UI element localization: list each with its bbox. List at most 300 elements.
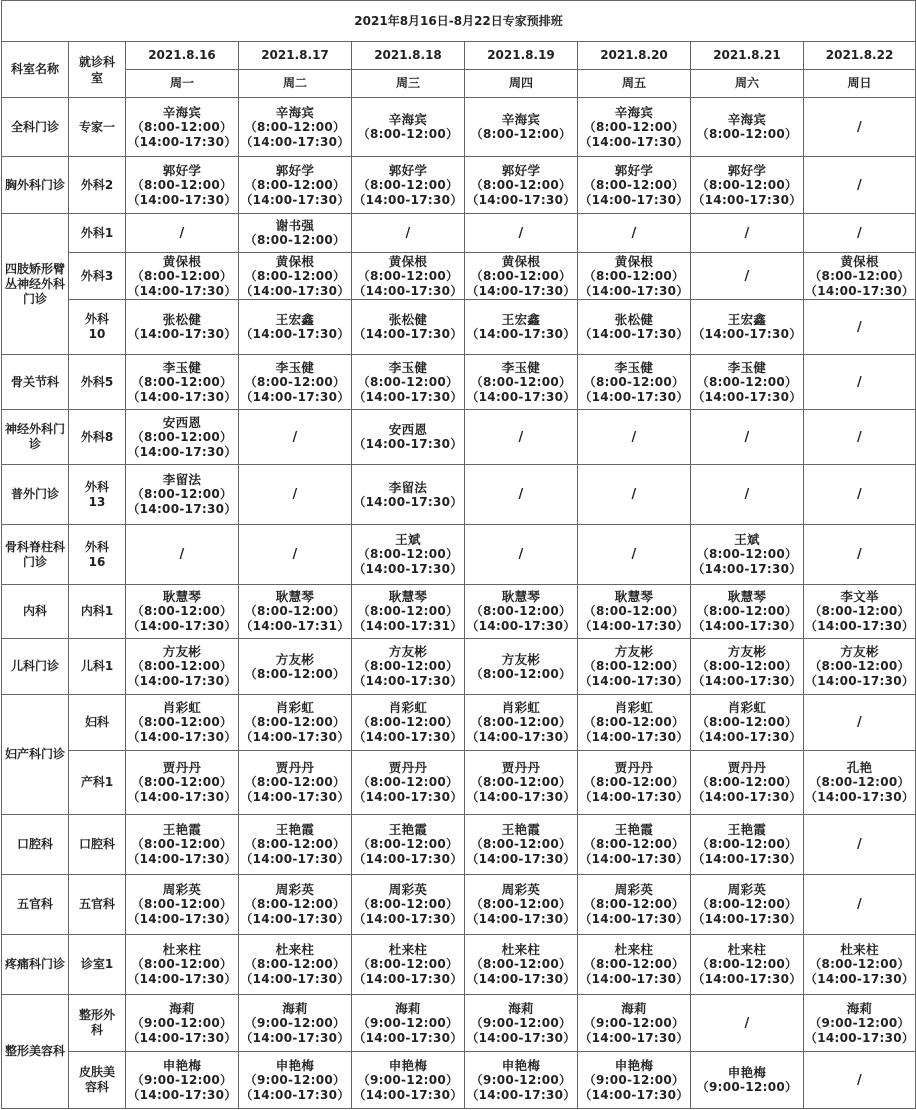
time-slot: （14:00-17:30） [692, 674, 802, 688]
time-slot: （14:00-17:30） [804, 619, 915, 633]
dept-name: 儿科门诊 [2, 639, 69, 695]
time-slot: （14:00-17:30） [353, 972, 463, 986]
schedule-cell [352, 525, 465, 585]
sub-dept-name: 外科13 [69, 465, 126, 525]
time-slot: （8:00-12:00） [470, 957, 572, 971]
no-schedule-mark: / [631, 487, 637, 502]
time-slot: （8:00-12:00） [470, 177, 572, 192]
time-slot: （8:00-12:00） [583, 268, 685, 283]
time-slot: （8:00-12:00） [131, 268, 233, 283]
time-slot: （14:00-17:30） [127, 972, 237, 986]
time-slot: （14:00-17:30） [353, 283, 463, 298]
table-title: 2021年8月16日-8月22日专家预排班 [2, 1, 916, 42]
sub-dept-name: 口腔科 [69, 815, 126, 875]
schedule-cell [352, 98, 465, 157]
time-slot: （14:00-17:30） [127, 134, 237, 149]
sub-dept-name: 外科10 [69, 300, 126, 355]
schedule-cell [239, 525, 352, 585]
doctor-name: 郭好学 [501, 162, 541, 178]
schedule-cell [691, 995, 804, 1052]
schedule-cell [804, 935, 916, 995]
doctor-name: 海莉 [621, 1000, 647, 1016]
schedule-cell [239, 935, 352, 995]
doctor-name: 申艳梅 [614, 1057, 654, 1073]
doctor-name: 安西恩 [388, 422, 428, 437]
sub-dept-name: 五官科 [69, 875, 126, 935]
time-slot: （14:00-17:30） [466, 1087, 576, 1102]
doctor-name: 耿慧琴 [501, 589, 541, 604]
schedule-cell [691, 410, 804, 465]
doctor-name: 黄保根 [501, 253, 541, 269]
dept-header: 科室名称 [2, 42, 69, 98]
doctor-name: 肖彩虹 [275, 700, 315, 715]
doctor-name: 王艳霞 [614, 822, 654, 837]
time-slot: （8:00-12:00） [131, 837, 233, 851]
schedule-cell [352, 585, 465, 639]
schedule-cell [578, 253, 691, 300]
time-slot: （14:00-17:30） [579, 134, 689, 149]
time-slot: （14:00-17:30） [466, 327, 576, 341]
table-row [2, 157, 916, 214]
time-slot: （8:00-12:00） [244, 268, 346, 283]
schedule-cell [352, 875, 465, 935]
doctor-name: 王宏鑫 [727, 312, 767, 327]
no-schedule-mark: / [292, 547, 298, 562]
schedule-cell [804, 585, 916, 639]
schedule-cell [126, 751, 239, 815]
time-slot: （8:00-12:00） [357, 715, 459, 729]
no-schedule-mark: / [857, 1072, 863, 1088]
time-slot: （8:00-12:00） [470, 374, 572, 389]
time-slot: （8:00-12:00） [583, 119, 685, 134]
doctor-name: 杜来柱 [614, 942, 654, 957]
doctor-name: 周彩英 [501, 882, 541, 897]
no-schedule-mark: / [631, 225, 637, 241]
time-slot: （8:00-12:00） [131, 897, 233, 911]
schedule-cell [465, 465, 578, 525]
schedule-cell [804, 465, 916, 525]
time-slot: （14:00-17:30） [240, 730, 350, 744]
time-slot: （8:00-12:00） [357, 547, 459, 561]
weekday-header-sun: 周日 [804, 70, 916, 98]
time-slot: （8:00-12:00） [131, 119, 233, 134]
schedule-cell [239, 875, 352, 935]
schedule-cell [239, 815, 352, 875]
schedule-cell [465, 355, 578, 410]
doctor-name: 王艳霞 [501, 822, 541, 837]
doctor-name: 郭好学 [614, 162, 654, 178]
time-slot: （9:00-12:00） [244, 1015, 346, 1030]
no-schedule-mark: / [857, 429, 863, 445]
time-slot: （8:00-12:00） [583, 177, 685, 192]
schedule-cell [352, 1052, 465, 1109]
no-schedule-mark: / [518, 547, 524, 562]
no-schedule-mark: / [744, 1015, 750, 1031]
time-slot: （9:00-12:00） [583, 1072, 685, 1087]
doctor-name: 郭好学 [388, 162, 428, 178]
no-schedule-mark: / [744, 268, 750, 284]
table-row [2, 465, 916, 525]
doctor-name: 贾丹丹 [388, 760, 428, 775]
time-slot: （14:00-17:30） [240, 1030, 350, 1045]
time-slot: （14:00-17:30） [466, 619, 576, 633]
time-slot: （14:00-17:30） [579, 674, 689, 688]
time-slot: （14:00-17:30） [466, 389, 576, 404]
time-slot: （8:00-12:00） [244, 233, 346, 247]
table-row [2, 410, 916, 465]
schedule-cell [578, 1052, 691, 1109]
doctor-name: 申艳梅 [388, 1057, 428, 1073]
time-slot: （14:00-17:30） [240, 283, 350, 298]
schedule-cell [352, 157, 465, 214]
time-slot: （9:00-12:00） [470, 1015, 572, 1030]
sub-dept-name: 产科1 [69, 751, 126, 815]
doctor-name: 黄保根 [162, 253, 202, 269]
schedule-cell [239, 98, 352, 157]
doctor-name: 张松健 [614, 312, 654, 327]
schedule-cell [465, 253, 578, 300]
table-row [2, 695, 916, 751]
time-slot: （8:00-12:00） [696, 897, 798, 911]
doctor-name: 海莉 [846, 1000, 873, 1016]
schedule-cell [691, 1052, 804, 1109]
schedule-cell [352, 214, 465, 253]
time-slot: （14:00-17:30） [353, 327, 463, 341]
doctor-name: 郭好学 [162, 162, 202, 178]
time-slot: （14:00-17:30） [466, 730, 576, 744]
schedule-cell [804, 995, 916, 1052]
schedule-cell [465, 639, 578, 695]
schedule-cell [578, 355, 691, 410]
time-slot: （14:00-17:30） [466, 283, 576, 298]
schedule-cell [352, 995, 465, 1052]
schedule-cell [352, 355, 465, 410]
schedule-cell [804, 751, 916, 815]
doctor-name: 方友彬 [388, 644, 428, 659]
time-slot: （14:00-17:30） [127, 790, 237, 804]
time-slot: （8:00-12:00） [357, 604, 459, 618]
doctor-name: 贾丹丹 [727, 760, 767, 775]
schedule-cell [126, 98, 239, 157]
time-slot: （9:00-12:00） [357, 1015, 459, 1030]
time-slot: （8:00-12:00） [244, 897, 346, 911]
date-header-row [2, 42, 916, 70]
schedule-cell [239, 751, 352, 815]
doctor-name: 耿慧琴 [162, 589, 202, 604]
schedule-cell [465, 695, 578, 751]
schedule-cell [691, 751, 804, 815]
time-slot: （14:00-17:30） [240, 972, 350, 986]
time-slot: （14:00-17:30） [579, 912, 689, 926]
table-row [2, 751, 916, 815]
dept-name: 骨科脊柱科门诊 [2, 525, 69, 585]
no-schedule-mark: / [857, 119, 863, 135]
doctor-name: 肖彩虹 [727, 700, 767, 715]
time-slot: （14:00-17:30） [579, 1030, 689, 1045]
dept-name: 五官科 [2, 875, 69, 935]
schedule-cell [239, 300, 352, 355]
doctor-name: 申艳梅 [501, 1057, 541, 1073]
time-slot: （8:00-12:00） [357, 374, 459, 389]
doctor-name: 张松健 [162, 312, 202, 327]
sub-dept-name: 外科3 [69, 253, 126, 300]
time-slot: （8:00-12:00） [583, 659, 685, 673]
doctor-name: 贾丹丹 [162, 760, 202, 775]
schedule-cell [465, 751, 578, 815]
schedule-cell [239, 465, 352, 525]
time-slot: （8:00-12:00） [809, 775, 910, 789]
dept-name: 口腔科 [2, 815, 69, 875]
time-slot: （8:00-12:00） [357, 268, 459, 283]
doctor-name: 黄保根 [388, 253, 428, 269]
table-row [2, 525, 916, 585]
table-row [2, 300, 916, 355]
sub-dept-name: 皮肤美容科 [69, 1052, 126, 1109]
schedule-cell [239, 410, 352, 465]
time-slot: （14:00-17:30） [692, 619, 802, 633]
schedule-cell [804, 253, 916, 300]
doctor-name: 杜来柱 [162, 942, 202, 957]
doctor-name: 黄保根 [275, 253, 315, 269]
doctor-name: 谢书强 [275, 218, 315, 233]
time-slot: （14:00-17:30） [579, 619, 689, 633]
doctor-name: 王斌 [734, 532, 760, 547]
schedule-cell [126, 157, 239, 214]
time-slot: （14:00-17:30） [127, 327, 237, 341]
doctor-name: 黄保根 [840, 253, 879, 269]
time-slot: （14:00-17:30） [692, 389, 802, 404]
time-slot: （14:00-17:30） [353, 912, 463, 926]
time-slot: （8:00-12:00） [357, 837, 459, 851]
time-slot: （14:00-17:30） [353, 674, 463, 688]
dept-name: 神经外科门诊 [2, 410, 69, 465]
sub-dept-name: 诊室1 [69, 935, 126, 995]
schedule-cell [126, 695, 239, 751]
schedule-cell [126, 253, 239, 300]
schedule-cell [691, 355, 804, 410]
time-slot: （14:00-17:30） [804, 972, 915, 986]
time-slot: （14:00-17:30） [240, 790, 350, 804]
doctor-name: 杜来柱 [275, 942, 315, 957]
time-slot: （14:00-17:30） [127, 912, 237, 926]
time-slot: （8:00-12:00） [470, 666, 572, 681]
schedule-cell [352, 639, 465, 695]
time-slot: （8:00-12:00） [583, 715, 685, 729]
time-slot: （14:00-17:30） [804, 674, 915, 688]
time-slot: （8:00-12:00） [470, 127, 572, 141]
schedule-cell [804, 410, 916, 465]
table-row [2, 1052, 916, 1109]
schedule-cell [578, 935, 691, 995]
doctor-name: 方友彬 [614, 644, 654, 659]
no-schedule-mark: / [857, 177, 863, 193]
time-slot: （8:00-12:00） [357, 659, 459, 673]
time-slot: （8:00-12:00） [244, 775, 346, 789]
schedule-cell [691, 300, 804, 355]
time-slot: （14:00-17:30） [692, 790, 802, 804]
time-slot: （14:00-17:30） [353, 790, 463, 804]
time-slot: （14:00-17:30） [466, 790, 576, 804]
time-slot: （8:00-12:00） [583, 837, 685, 851]
schedule-cell [691, 214, 804, 253]
time-slot: （8:00-12:00） [244, 177, 346, 192]
schedule-cell [578, 525, 691, 585]
doctor-name: 李文举 [840, 589, 879, 604]
time-slot: （9:00-12:00） [357, 1072, 459, 1087]
time-slot: （9:00-12:00） [470, 1072, 572, 1087]
time-slot: （8:00-12:00） [583, 604, 685, 618]
time-slot: （14:00-17:30） [579, 730, 689, 744]
time-slot: （14:00-17:30） [240, 134, 350, 149]
time-slot: （8:00-12:00） [357, 775, 459, 789]
schedule-cell [465, 875, 578, 935]
schedule-cell [239, 585, 352, 639]
schedule-cell [804, 639, 916, 695]
doctor-name: 王艳霞 [388, 822, 428, 837]
doctor-name: 申艳梅 [727, 1065, 767, 1080]
schedule-cell [578, 465, 691, 525]
doctor-name: 肖彩虹 [501, 700, 541, 715]
no-schedule-mark: / [857, 487, 863, 502]
date-header-wed: 2021.8.18 [352, 42, 465, 70]
time-slot: （8:00-12:00） [809, 957, 910, 971]
time-slot: （14:00-17:30） [127, 389, 237, 404]
doctor-name: 郭好学 [275, 162, 315, 178]
time-slot: （14:00-17:30） [466, 192, 576, 207]
time-slot: （9:00-12:00） [583, 1015, 685, 1030]
schedule-cell [465, 585, 578, 639]
doctor-name: 王宏鑫 [501, 312, 541, 327]
no-schedule-mark: / [518, 487, 524, 502]
time-slot: （14:00-17:30） [579, 852, 689, 866]
sub-dept-name: 妇科 [69, 695, 126, 751]
doctor-name: 海莉 [395, 1000, 421, 1016]
time-slot: （8:00-12:00） [244, 119, 346, 134]
sub-dept-name: 外科8 [69, 410, 126, 465]
schedule-cell [578, 157, 691, 214]
time-slot: （14:00-17:30） [579, 327, 689, 341]
schedule-cell [126, 935, 239, 995]
time-slot: （14:00-17:30） [240, 912, 350, 926]
schedule-cell [352, 253, 465, 300]
time-slot: （8:00-12:00） [131, 429, 233, 444]
schedule-cell [578, 751, 691, 815]
time-slot: （14:00-17:30） [353, 494, 463, 509]
time-slot: （8:00-12:00） [244, 837, 346, 851]
doctor-name: 耿慧琴 [388, 589, 428, 604]
doctor-name: 张松健 [388, 312, 428, 327]
schedule-cell [352, 695, 465, 751]
doctor-name: 周彩英 [275, 882, 315, 897]
time-slot: （8:00-12:00） [357, 127, 459, 141]
schedule-cell [804, 355, 916, 410]
weekday-header-sat: 周六 [691, 70, 804, 98]
time-slot: （14:00-17:30） [127, 1087, 237, 1102]
no-schedule-mark: / [631, 429, 637, 445]
no-schedule-mark: / [857, 897, 863, 912]
time-slot: （8:00-12:00） [244, 374, 346, 389]
time-slot: （8:00-12:00） [131, 659, 233, 673]
time-slot: （8:00-12:00） [470, 837, 572, 851]
time-slot: （14:00-17:30） [353, 730, 463, 744]
no-schedule-mark: / [631, 547, 637, 562]
schedule-cell [465, 214, 578, 253]
dept-name: 疼痛科门诊 [2, 935, 69, 995]
no-schedule-mark: / [518, 225, 524, 241]
time-slot: （8:00-12:00） [470, 775, 572, 789]
doctor-name: 方友彬 [501, 651, 541, 667]
time-slot: （8:00-12:00） [696, 127, 798, 141]
time-slot: （14:00-17:30） [579, 972, 689, 986]
table-row [2, 935, 916, 995]
time-slot: （8:00-12:00） [696, 177, 798, 192]
dept-name: 胸外科门诊 [2, 157, 69, 214]
schedule-cell [239, 355, 352, 410]
schedule-cell [465, 300, 578, 355]
time-slot: （8:00-12:00） [357, 897, 459, 911]
schedule-cell [126, 214, 239, 253]
schedule-cell [465, 995, 578, 1052]
schedule-cell [578, 585, 691, 639]
dept-name: 全科门诊 [2, 98, 69, 157]
table-row [2, 253, 916, 300]
dept-name: 普外门诊 [2, 465, 69, 525]
doctor-name: 辛海宾 [727, 112, 767, 127]
weekday-header-fri: 周五 [578, 70, 691, 98]
time-slot: （14:00-17:30） [240, 389, 350, 404]
schedule-cell [691, 465, 804, 525]
doctor-name: 李留法 [162, 472, 202, 487]
schedule-cell [126, 355, 239, 410]
time-slot: （8:00-12:00） [131, 957, 233, 971]
time-slot: （8:00-12:00） [696, 715, 798, 729]
time-slot: （8:00-12:00） [583, 374, 685, 389]
doctor-name: 王艳霞 [727, 822, 767, 837]
time-slot: （14:00-17:30） [353, 1087, 463, 1102]
time-slot: （8:00-12:00） [357, 957, 459, 971]
doctor-name: 辛海宾 [501, 112, 541, 127]
doctor-name: 贾丹丹 [501, 760, 541, 775]
doctor-name: 郭好学 [727, 162, 767, 178]
schedule-cell [691, 157, 804, 214]
doctor-name: 王艳霞 [162, 822, 202, 837]
time-slot: （14:00-17:30） [579, 192, 689, 207]
table-row [2, 815, 916, 875]
dept-name: 骨关节科 [2, 355, 69, 410]
sub-dept-name: 外科2 [69, 157, 126, 214]
table-row [2, 98, 916, 157]
schedule-cell [126, 465, 239, 525]
doctor-name: 方友彬 [275, 651, 315, 667]
time-slot: （14:00-17:30） [127, 502, 237, 516]
sub-dept-name: 专家一 [69, 98, 126, 157]
no-schedule-mark: / [857, 319, 863, 335]
schedule-cell [804, 157, 916, 214]
sub-dept-name: 儿科1 [69, 639, 126, 695]
doctor-name: 贾丹丹 [614, 760, 654, 775]
doctor-name: 耿慧琴 [275, 589, 315, 604]
doctor-name: 李玉健 [388, 359, 428, 375]
time-slot: （14:00-17:30） [579, 389, 689, 404]
doctor-name: 周彩英 [388, 882, 428, 897]
time-slot: （14:00-17:30） [692, 730, 802, 744]
schedule-cell [126, 525, 239, 585]
weekday-header-wed: 周三 [352, 70, 465, 98]
doctor-name: 耿慧琴 [614, 589, 654, 604]
schedule-cell [126, 1052, 239, 1109]
time-slot: （8:00-12:00） [696, 374, 798, 389]
schedule-cell [465, 157, 578, 214]
